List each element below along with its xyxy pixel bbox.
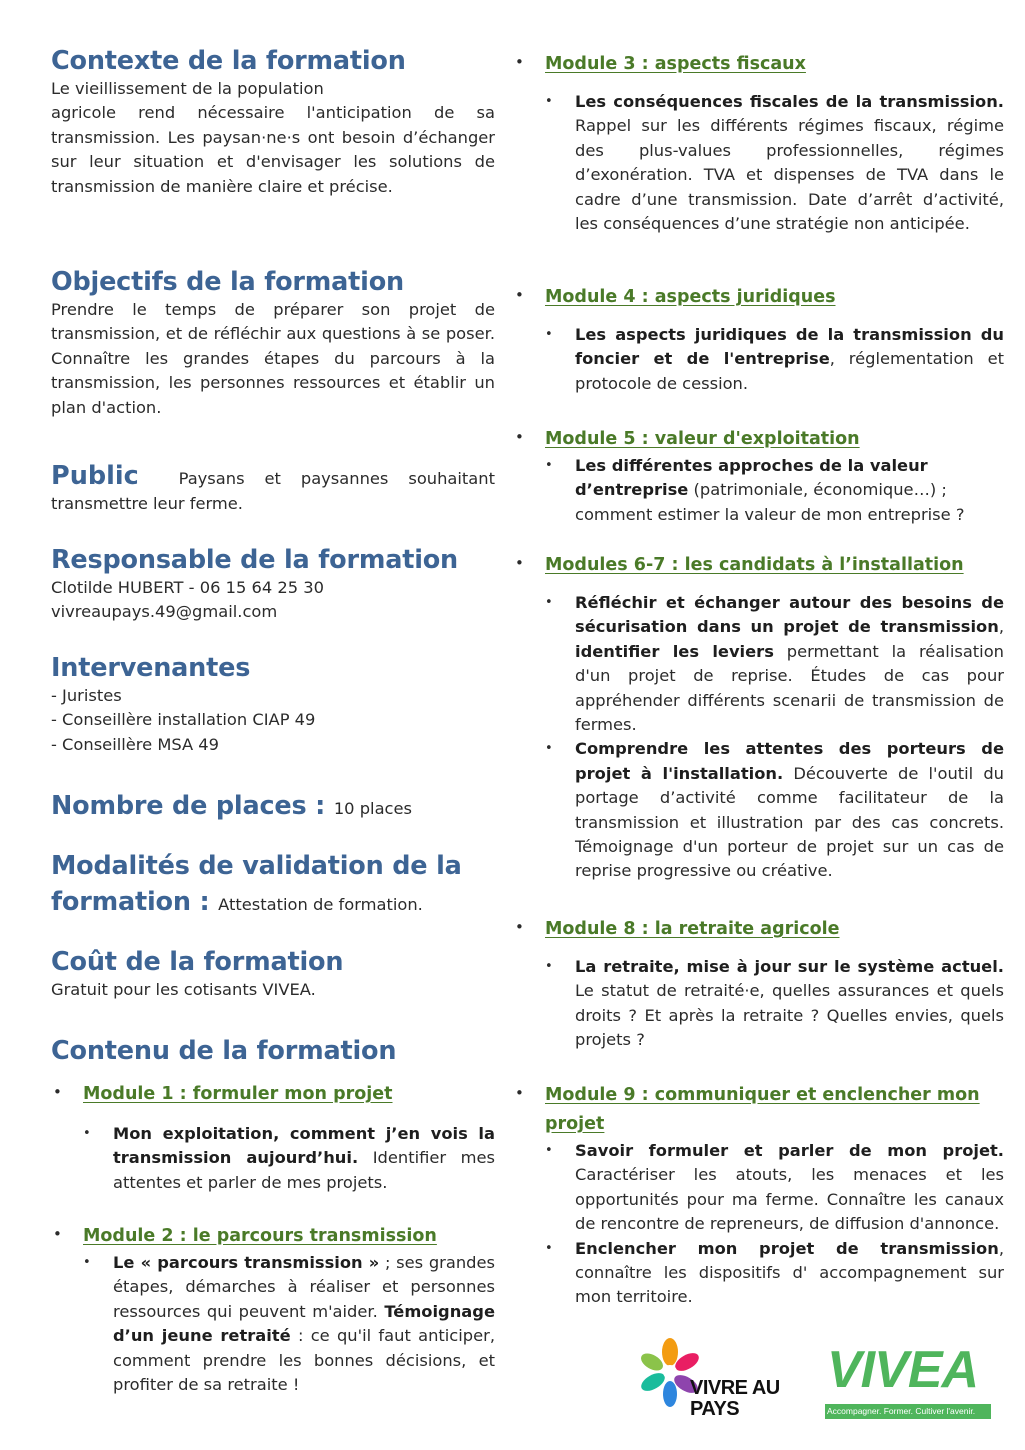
module-2-bold1: Le « parcours transmission » bbox=[113, 1253, 380, 1272]
module-8-rest: Le statut de retraité·e, quelles assurances et quels droits ? Et après la retraite ? Quelles envies, quels projets ? bbox=[575, 981, 1004, 1050]
module-8-item bbox=[543, 955, 1004, 1053]
sub-bullet: • bbox=[83, 1126, 91, 1141]
module-8-bold: La retraite, mise à jour sur le système actuel. bbox=[575, 957, 1004, 976]
module-1-item bbox=[81, 1122, 495, 1195]
module-6-7-text1: , bbox=[998, 617, 1004, 637]
section-contexte bbox=[51, 45, 495, 199]
module-2-bold2: Témoignage d’un jeune retraité bbox=[113, 1301, 495, 1346]
vivea-tagline: Accompagner. Former. Cultiver l'avenir. bbox=[825, 1404, 991, 1419]
bullet: • bbox=[515, 918, 524, 936]
module-9-title: Module 9 : communiquer et enclencher mon projet bbox=[545, 1085, 980, 1134]
section-intervenantes bbox=[51, 652, 495, 757]
module-4-rest: , réglementation et protocole de cession. bbox=[575, 349, 1004, 393]
bullet: • bbox=[515, 286, 524, 304]
public-body: Paysans et paysannes souhaitant transmettre leur ferme. bbox=[51, 469, 495, 513]
module-6-7 bbox=[513, 551, 1004, 884]
module-4-title: Module 4 : aspects juridiques bbox=[545, 287, 836, 307]
module-1 bbox=[51, 1080, 495, 1195]
module-9-text1: Caractériser les atouts, les menaces et les opportunités pour ma ferme. Connaître les canaux de rencontre de repreneurs, de diffusion d'annonce. bbox=[575, 1165, 1004, 1234]
module-3 bbox=[513, 50, 1004, 236]
responsable-contact: Clotilde HUBERT - 06 15 64 25 30 bbox=[51, 578, 325, 597]
contexte-line1: Le vieillissement de la population bbox=[51, 79, 324, 98]
module-3-title: Module 3 : aspects fiscaux bbox=[545, 54, 806, 74]
contexte-body: agricole rend nécessaire l'anticipation de sa transmission. Les paysan·ne·s ont besoin d’échanger sur leur situation et d'envisager les solutions de transmission de manière claire et précise. bbox=[51, 103, 495, 196]
module-8-text bbox=[575, 955, 1004, 1053]
module-2-text1: ; ses grandes étapes, démarches à réaliser et personnes ressources qui peuvent m'aider. bbox=[113, 1253, 495, 1321]
module-9-text-b bbox=[575, 1237, 1004, 1310]
module-9-bold2: Enclencher mon projet de transmission bbox=[575, 1238, 999, 1258]
module-3-title-row bbox=[513, 50, 1004, 79]
module-6-7-item-a bbox=[543, 591, 1004, 737]
module-6-7-text2: permettant la réalisation d'un projet de reprise. Études de cas pour appréhender différents scenarii de transmission de fermes. bbox=[575, 641, 1004, 735]
module-4 bbox=[513, 283, 1004, 396]
module-3-rest: Rappel sur les différents régimes fiscaux, régime des plus-values professionnelles, régimes d’exonération. TVA et dispenses de TVA dans le cadre d’une transmission. Date d’arrêt d’activité, les conséquences d’une stratégie non anticipée. bbox=[575, 116, 1004, 234]
places-row bbox=[51, 790, 495, 825]
public-heading: Public bbox=[51, 461, 139, 491]
intervenantes-heading: Intervenantes bbox=[51, 653, 251, 683]
module-9-bold1: Savoir formuler et parler de mon projet. bbox=[575, 1141, 1004, 1160]
sub-bullet: • bbox=[545, 1240, 553, 1256]
module-2-text bbox=[113, 1251, 495, 1397]
section-objectifs bbox=[51, 266, 495, 420]
vivea-logo bbox=[825, 1340, 990, 1428]
cout-body: Gratuit pour les cotisants VIVEA. bbox=[51, 980, 316, 999]
module-3-item bbox=[543, 90, 1004, 236]
module-1-rest: Identifier mes attentes et parler de mes projets. bbox=[113, 1148, 495, 1192]
module-8-title-row bbox=[513, 915, 1004, 944]
vivre-au-pays-text: VIVRE AU PAYS bbox=[690, 1377, 780, 1420]
module-8 bbox=[513, 915, 1004, 1053]
intervenante-item: - Conseillère MSA 49 bbox=[51, 734, 220, 754]
contexte-heading: Contexte de la formation bbox=[51, 46, 406, 76]
bullet: • bbox=[53, 1083, 62, 1101]
module-2-text2: : ce qu'il faut anticiper, comment prendre les bonnes décisions, et profiter de sa retraite ! bbox=[113, 1326, 495, 1395]
modalites-heading-line1: Modalités de validation de la bbox=[51, 851, 462, 881]
sub-bullet: • bbox=[83, 1255, 91, 1270]
module-2 bbox=[51, 1222, 495, 1397]
modalites-value: Attestation de formation. bbox=[218, 895, 423, 914]
public-paragraph bbox=[51, 460, 495, 516]
module-6-7-bold2: identifier les leviers bbox=[575, 641, 774, 661]
bullet: • bbox=[515, 554, 524, 572]
places-value: 10 places bbox=[333, 799, 412, 818]
module-1-title: Module 1 : formuler mon projet bbox=[83, 1084, 393, 1104]
module-8-title: Module 8 : la retraite agricole bbox=[545, 919, 840, 939]
module-6-7-item-b bbox=[543, 737, 1004, 883]
module-4-bold: Les aspects juridiques de la transmission du foncier et de l'entreprise bbox=[575, 325, 1004, 369]
section-responsable bbox=[51, 544, 495, 625]
module-9-item-a bbox=[543, 1139, 1004, 1237]
intervenante-item: - Juristes bbox=[51, 686, 122, 705]
module-3-bold: Les conséquences fiscales de la transmission. bbox=[575, 92, 1004, 111]
logos-area bbox=[640, 1338, 1000, 1428]
module-2-title-row bbox=[51, 1222, 495, 1251]
section-cout bbox=[51, 946, 495, 1002]
module-9 bbox=[513, 1081, 1004, 1310]
module-9-title-row bbox=[513, 1081, 1004, 1139]
module-6-7-bold1: Réfléchir et échanger autour des besoins de sécurisation dans un projet de transmission bbox=[575, 593, 1004, 637]
bullet: • bbox=[53, 1225, 62, 1243]
module-6-7-text-a bbox=[575, 591, 1004, 737]
module-5 bbox=[513, 425, 1004, 527]
module-6-7-title: Modules 6-7 : les candidats à l’installation bbox=[545, 555, 964, 575]
vivre-au-pays-logo bbox=[640, 1338, 800, 1426]
module-9-item-b bbox=[543, 1237, 1004, 1310]
module-5-item bbox=[543, 454, 1004, 527]
module-4-text bbox=[575, 323, 1004, 396]
cout-heading: Coût de la formation bbox=[51, 947, 344, 977]
bullet: • bbox=[515, 53, 524, 71]
module-5-title: Module 5 : valeur d'exploitation bbox=[545, 429, 860, 449]
section-modalites bbox=[51, 848, 495, 923]
modalites-row bbox=[51, 884, 495, 923]
places-heading: Nombre de places : bbox=[51, 791, 326, 821]
vivea-wordmark: VIVEA bbox=[827, 1341, 979, 1399]
module-1-bold: Mon exploitation, comment j’en vois la transmission aujourd’hui. bbox=[113, 1124, 495, 1168]
sub-bullet: • bbox=[545, 595, 553, 610]
sub-bullet: • bbox=[545, 959, 553, 974]
objectifs-body: Prendre le temps de préparer son projet de transmission, et de réfléchir aux questions à se poser. Connaître les grandes étapes du parcours à la transmission, les personnes ressources et établir un plan d'action. bbox=[51, 300, 495, 417]
sub-bullet: • bbox=[545, 1143, 553, 1158]
objectifs-heading: Objectifs de la formation bbox=[51, 267, 404, 297]
module-1-title-row bbox=[51, 1080, 495, 1109]
responsable-heading: Responsable de la formation bbox=[51, 545, 459, 575]
module-5-title-row bbox=[513, 425, 1004, 454]
bullet: • bbox=[515, 428, 524, 446]
module-6-7-text-b bbox=[575, 737, 1004, 883]
module-3-text bbox=[575, 90, 1004, 236]
module-2-title: Module 2 : le parcours transmission bbox=[83, 1226, 437, 1246]
modalites-heading-line2: formation : bbox=[51, 887, 210, 917]
public-spacer bbox=[159, 469, 179, 488]
sub-bullet: • bbox=[545, 741, 553, 757]
module-9-text-a bbox=[575, 1139, 1004, 1237]
sub-bullet: • bbox=[545, 327, 553, 342]
sub-bullet: • bbox=[545, 94, 553, 109]
module-6-7-bold3: Comprendre les attentes des porteurs de projet à l'installation. bbox=[575, 739, 1004, 783]
module-6-7-text3: Découverte de l'outil du portage d’activité comme facilitateur de la transmission et illustration par des cas concrets. Témoignage d'un porteur de projet sur un cas de reprise progressive ou créative. bbox=[575, 763, 1004, 881]
module-4-item bbox=[543, 323, 1004, 396]
module-4-title-row bbox=[513, 283, 1004, 312]
module-6-7-title-row bbox=[513, 551, 1004, 580]
bullet: • bbox=[515, 1084, 524, 1102]
section-public bbox=[51, 460, 495, 516]
module-5-bold: Les différentes approches de la valeur d’entreprise bbox=[575, 456, 928, 500]
responsable-email[interactable]: vivreaupays.49@gmail.com bbox=[51, 602, 278, 622]
section-places bbox=[51, 790, 495, 825]
module-2-item bbox=[81, 1251, 495, 1397]
section-contenu bbox=[51, 1035, 495, 1067]
module-1-text bbox=[113, 1122, 495, 1195]
sub-bullet: • bbox=[545, 458, 553, 473]
intervenante-item: - Conseillère installation CIAP 49 bbox=[51, 710, 316, 730]
module-9-text2: , connaître les dispositifs d' accompagnement sur mon territoire. bbox=[575, 1238, 1004, 1307]
module-5-rest: (patrimoniale, économique…) ; comment estimer la valeur de mon entreprise ? bbox=[575, 480, 965, 524]
module-5-text bbox=[575, 454, 1004, 527]
contenu-heading: Contenu de la formation bbox=[51, 1036, 397, 1066]
